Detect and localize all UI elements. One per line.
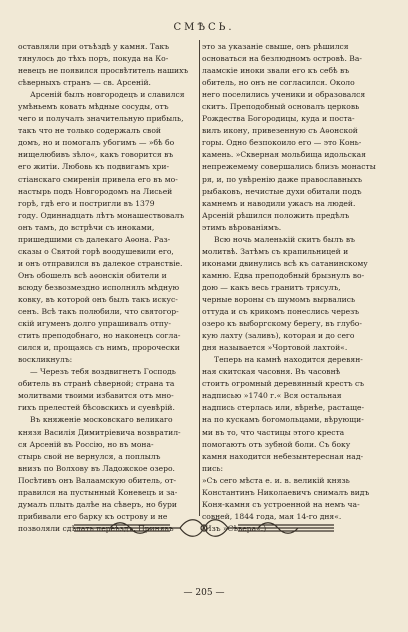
text-line: Арсеній рѣшился положить предѣлъ [202,210,350,220]
text-line: Теперь на камнѣ находится деревян- [214,355,363,365]
text-line: онъ тамъ, до встрѣчи съ иноками, [18,222,155,232]
text-line: на по кускамъ богомольцами, вѣрующи- [202,415,364,425]
text-line: »Съ сего мѣста е. и. в. великій князь [202,475,350,485]
text-line: черные вороны съ шумомъ вырвались [202,294,356,304]
text-line: это за указаніе свыше, онъ рѣшился [202,42,349,51]
text-line: ся Арсеній въ Россію, но въ мона- [18,439,154,449]
text-line: (Изъ »Сѣвера«.) [202,523,267,533]
section-header: СМѢСЬ. [173,22,235,33]
text-line: внизъ по Волхову въ Ладожское озеро. [18,463,175,473]
text-line: такъ что не только содержалъ свой [18,126,161,136]
text-line: сѣверныхъ странъ — св. Арсеній. [18,78,151,88]
text-line: нищелюбивъ зѣло«, какъ говорится въ [18,150,174,160]
text-line: гихъ прелестей бѣсовскихъ и суевѣрій. [18,403,175,413]
text-line: лаамскіе иноки звали его къ себѣ въ [202,66,350,76]
text-line: настырь подъ Новгородомъ на Лисьей [18,186,173,196]
text-line: горѣ, гдѣ его и постригли въ 1379 [18,198,155,208]
text-line: ря, и, по увѣренію даже православныхъ [202,174,363,184]
text-line: позволяли сдѣлать переѣздъ. Принявъ [18,523,174,533]
text-line: вилъ икону, привезенную съ Аѳонской [202,126,358,136]
left-column [18,41,200,535]
text-line: стить преподобнаго, но наконецъ согла- [18,331,181,341]
text-line: молитвами твоими избавится отъ мно- [18,391,174,401]
text-line: сказы о Святой горѣ воодушевили его, [18,246,174,256]
text-line: воскликнулъ: [18,355,73,365]
text-line: помогаютъ отъ зубной боли. Съ боку [202,439,351,449]
text-line: горы. Одно безпокоило его — это Конь- [202,138,362,148]
text-line: камню. Едва преподобный брызнулъ во- [202,270,365,280]
text-line: скитъ. Преподобный основалъ церковь [202,102,360,112]
text-line: скій игуменъ долго упрашивалъ отпу- [18,319,171,329]
text-line: и онъ отправился въ далекое странствіе. [18,258,183,268]
text-line: прибивали его барку къ острову и не [18,511,168,521]
text-line: Посѣтивъ онъ Валаамскую обитель, от- [18,475,177,485]
text-line: чего и получалъ значительную прибыль, [18,114,184,124]
text-line: оставляли при отъѣздѣ у камня. Такъ [18,42,170,51]
text-line: Константинъ Николаевичъ снималъ видъ [202,487,370,497]
text-line: оттуда и съ крикомъ понеслись черезъ [202,307,360,317]
text-line: ми въ то, что частицы этого креста [202,427,345,437]
text-line: сился и, прощаясь съ нимъ, пророчески [18,343,180,353]
text-line: молитвѣ. Затѣмъ съ крапильницей и [202,246,349,256]
text-line: — Черезъ тебя воздвигнетъ Господь [30,367,176,377]
text-line: его житіи. Любовь къ подвигамъ хри- [18,162,170,172]
text-line: Арсеній былъ новгородецъ и славился [30,90,185,100]
text-line: ковку, въ которой онъ былъ такъ искус- [18,294,178,304]
text-line: умѣньемъ ковать мѣдные сосуды, отъ [18,102,169,112]
text-line: камнемъ и наводили ужасъ на людей. [202,198,356,208]
text-line: сенъ. Всѣ такъ полюбили, что святогор- [18,307,179,317]
text-line: дня называется »Чортовой лахтой«. [202,343,348,353]
text-line: этимъ вѣрованіямъ. [202,222,282,232]
text-line: него поселились ученики и образовался [202,90,366,100]
text-line: тянулось до тѣхъ поръ, покуда на Ко- [18,54,169,64]
text-line: невецъ не появился просвѣтитель нашихъ [18,66,189,76]
text-line: камня находится небезынтересная над- [202,451,364,461]
text-line: надписью »1740 г.« Вся остальная [202,391,342,401]
text-line: пришедшими съ далекаго Аѳона. Раз- [18,234,171,244]
text-line: рыбаковъ, нечистые духи обитали подъ [202,186,362,196]
text-line: Коня-камня съ устроенной на немъ ча- [202,499,360,509]
text-line: Рождества Богородицы, куда и постa- [202,114,355,124]
text-line: непрежемему совершались близъ монасты [202,162,376,172]
ornament-divider [70,515,338,541]
text-line: озеро къ выборгскому берегу, въ глубо- [202,319,362,329]
text-line: стырь свой не вернулся, а поплылъ [18,451,161,461]
text-line: Всю ночь маленькій скитъ былъ въ [214,234,355,244]
text-line: пись: [202,463,224,473]
text-line: обитель, но онъ не согласился. Около [202,78,355,88]
text-line: стоитъ огромный деревянный крестъ съ [202,379,365,389]
text-line: князя Василія Димитріевича возвратил- [18,427,181,437]
text-line: кую лахту (заливъ), которая и до сего [202,331,355,341]
text-line: правился на пустынный Коневецъ и за- [18,487,178,497]
text-line: совней, 1844 года, мая 14-го дня«. [202,511,342,521]
text-line: думалъ плыть далѣе на сѣверъ, но бури [18,499,177,509]
page-number: — 205 — [183,588,225,598]
column-divider [199,40,200,516]
text-line: всюду безвозмездно исполнялъ мѣдную [18,282,180,292]
text-line: иконами двинулись всѣ къ сатанинскому [202,258,368,268]
right-column [202,41,384,535]
text-line: ная скитская часовня. Въ часовнѣ [202,367,341,377]
text-line: Въ княженіе московскаго великаго [30,415,173,425]
text-line: обитель въ странѣ сѣверной; страна та [18,379,175,389]
text-line: стіанскаго смиренія привела его въ мо- [18,174,178,184]
text-line: дою — какъ весь гранитъ трясулъ, [202,282,341,292]
text-line: году. Одиннадцать лѣтъ монашествовалъ [18,210,185,220]
text-line: домъ, но и помогалъ убогимъ — »бѣ бо [18,138,175,148]
text-line: надпись стерлась или, вѣрнѣе, растаще- [202,403,365,413]
text-line: камень. »Скверная мольбища идольская [202,150,366,160]
text-line: Онъ обошелъ всѣ аѳонскія обители и [18,270,167,280]
text-line: основаться на безлюдномъ островѣ. Ва- [202,54,362,64]
